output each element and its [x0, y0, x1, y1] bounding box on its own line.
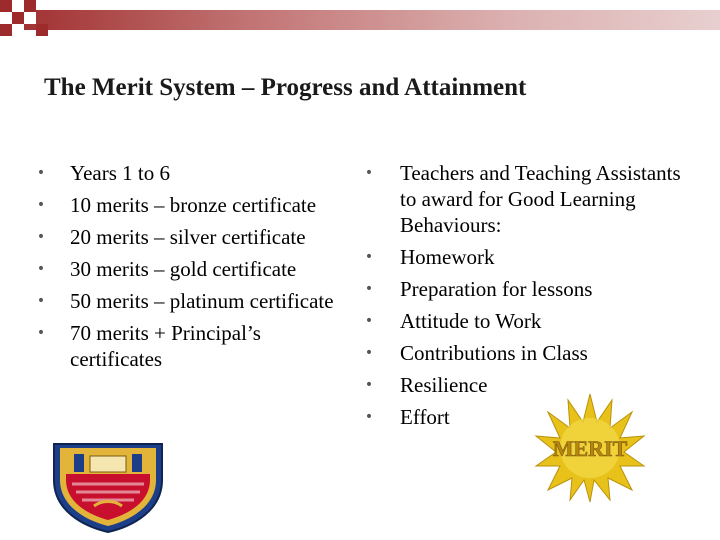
merit-starburst-icon	[534, 392, 646, 504]
list-item: • Contributions in Class	[362, 340, 692, 366]
checkerboard-corner-icon	[0, 0, 56, 44]
list-item: • 20 merits – silver certificate	[34, 224, 354, 250]
slide-title: The Merit System – Progress and Attainment	[44, 74, 527, 101]
left-bullet-list	[34, 160, 354, 378]
header-accent-bar	[0, 10, 720, 30]
list-item: • Resilience	[362, 372, 692, 398]
bullet-icon: •	[364, 165, 374, 181]
list-item: • Preparation for lessons	[362, 276, 692, 302]
list-item: • 10 merits – bronze certificate	[34, 192, 354, 218]
list-item: • Attitude to Work	[362, 308, 692, 334]
bullet-icon: •	[36, 325, 46, 341]
bullet-icon: •	[36, 165, 46, 181]
bullet-icon: •	[36, 229, 46, 245]
bullet-icon: •	[364, 281, 374, 297]
list-item: • Years 1 to 6	[34, 160, 354, 186]
list-item: • Teachers and Teaching Assistants to award for Good Learning Behaviours:	[362, 160, 692, 238]
list-item: • 30 merits – gold certificate	[34, 256, 354, 282]
bullet-icon: •	[364, 249, 374, 265]
list-item: • Effort	[362, 404, 692, 430]
bullet-icon: •	[364, 345, 374, 361]
badge-text: MERIT	[552, 436, 628, 461]
bullet-icon: •	[364, 377, 374, 393]
bullet-icon: •	[36, 261, 46, 277]
bullet-icon: •	[36, 293, 46, 309]
list-item: • 70 merits + Principal’s certificates	[34, 320, 354, 372]
bullet-icon: •	[36, 197, 46, 213]
bullet-icon: •	[364, 409, 374, 425]
list-item: • 50 merits – platinum certificate	[34, 288, 354, 314]
list-item: • Homework	[362, 244, 692, 270]
bullet-icon: •	[364, 313, 374, 329]
school-crest-icon	[50, 440, 166, 534]
